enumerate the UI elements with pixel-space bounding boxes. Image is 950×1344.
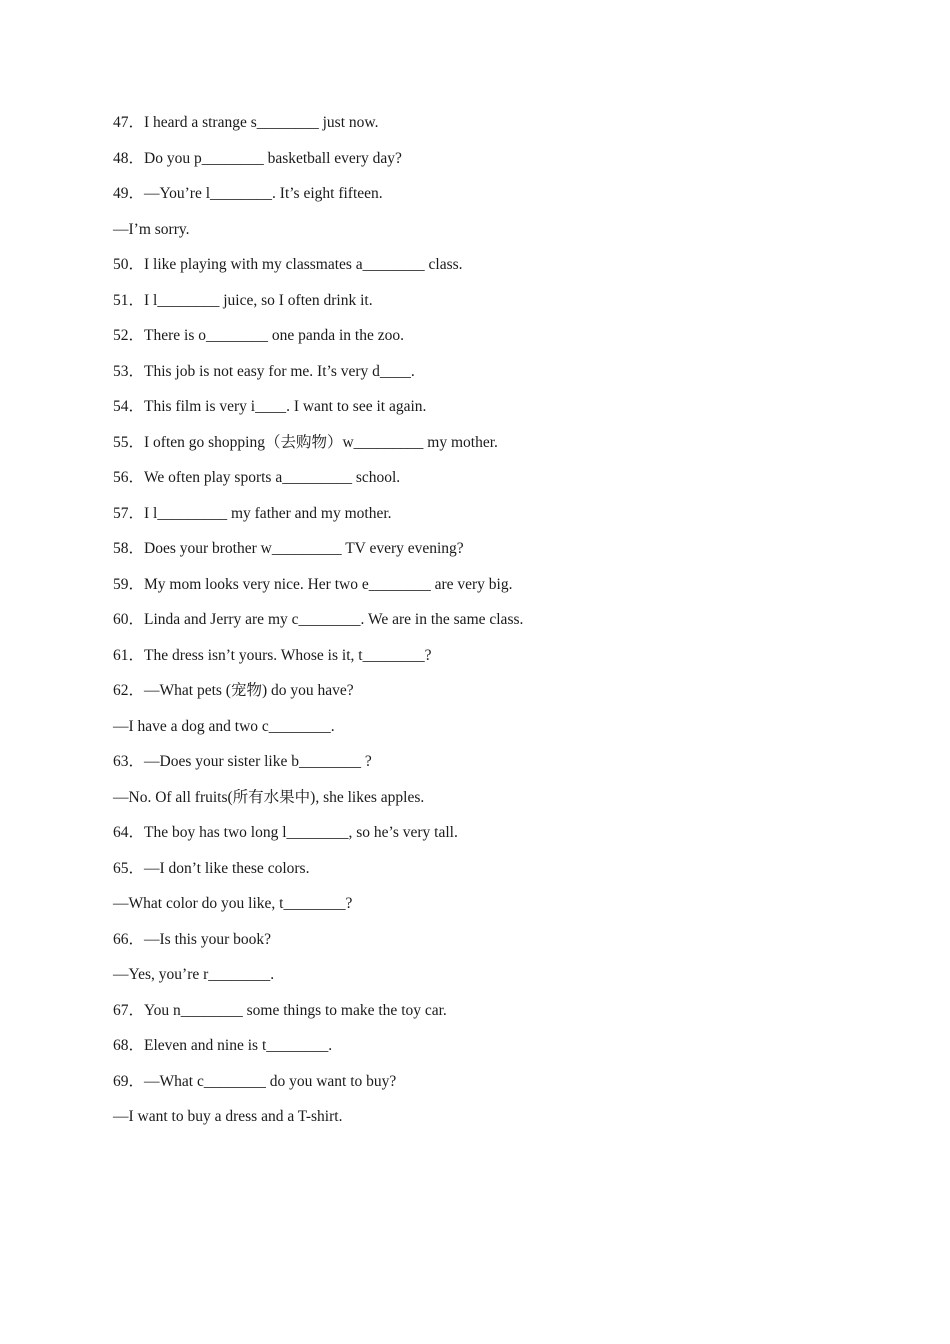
question-53: 53．This job is not easy for me. It’s very d____.: [113, 362, 415, 380]
worksheet-page: [113, 113, 873, 1143]
question-69: 69．—What c________ do you want to buy?: [113, 1072, 397, 1090]
question-66: 66．—Is this your book?: [113, 930, 272, 948]
question-50: 50．I like playing with my classmates a________ class.: [113, 256, 463, 273]
question-66-reply: —Yes, you’re r________.: [113, 966, 275, 983]
question-68: 68．Eleven and nine is t________.: [113, 1037, 333, 1054]
question-62: 62．—What pets (宠物) do you have?: [113, 682, 354, 699]
question-47: 47．I heard a strange s________ just now.: [113, 114, 379, 131]
question-60: 60．Linda and Jerry are my c________. We are in the same class.: [113, 611, 524, 628]
question-63: 63．—Does your sister like b________ ?: [113, 753, 372, 770]
question-64: 64．The boy has two long l________, so he’s very tall.: [113, 824, 458, 841]
question-59: 59．My mom looks very nice. Her two e________ are very big.: [113, 575, 513, 593]
question-52: 52．There is o________ one panda in the zoo.: [113, 327, 404, 344]
question-58: 58．Does your brother w_________ TV every evening?: [113, 540, 464, 557]
question-57: 57．I l_________ my father and my mother.: [113, 504, 392, 522]
question-54: 54．This film is very i____. I want to see it again.: [113, 398, 427, 415]
question-49: 49．—You’re l________. It’s eight fifteen.: [113, 185, 383, 202]
question-67: 67．You n________ some things to make the toy car.: [113, 1001, 447, 1019]
question-61: 61．The dress isn’t yours. Whose is it, t________?: [113, 646, 432, 664]
question-65-reply: —What color do you like, t________?: [113, 895, 353, 912]
question-65: 65．—I don’t like these colors.: [113, 859, 310, 877]
question-49-reply: —I’m sorry.: [113, 220, 190, 238]
question-63-reply: —No. Of all fruits(所有水果中), she likes apples.: [113, 788, 425, 806]
question-69-reply: —I want to buy a dress and a T-shirt.: [113, 1108, 343, 1125]
question-51: 51．I l________ juice, so I often drink it.: [113, 291, 373, 309]
question-62-reply: —I have a dog and two c________.: [113, 717, 335, 735]
question-56: 56．We often play sports a_________ school.: [113, 469, 401, 486]
question-48: 48．Do you p________ basketball every day?: [113, 149, 402, 167]
question-55: 55．I often go shopping（去购物）w_________ my mother.: [113, 433, 498, 451]
